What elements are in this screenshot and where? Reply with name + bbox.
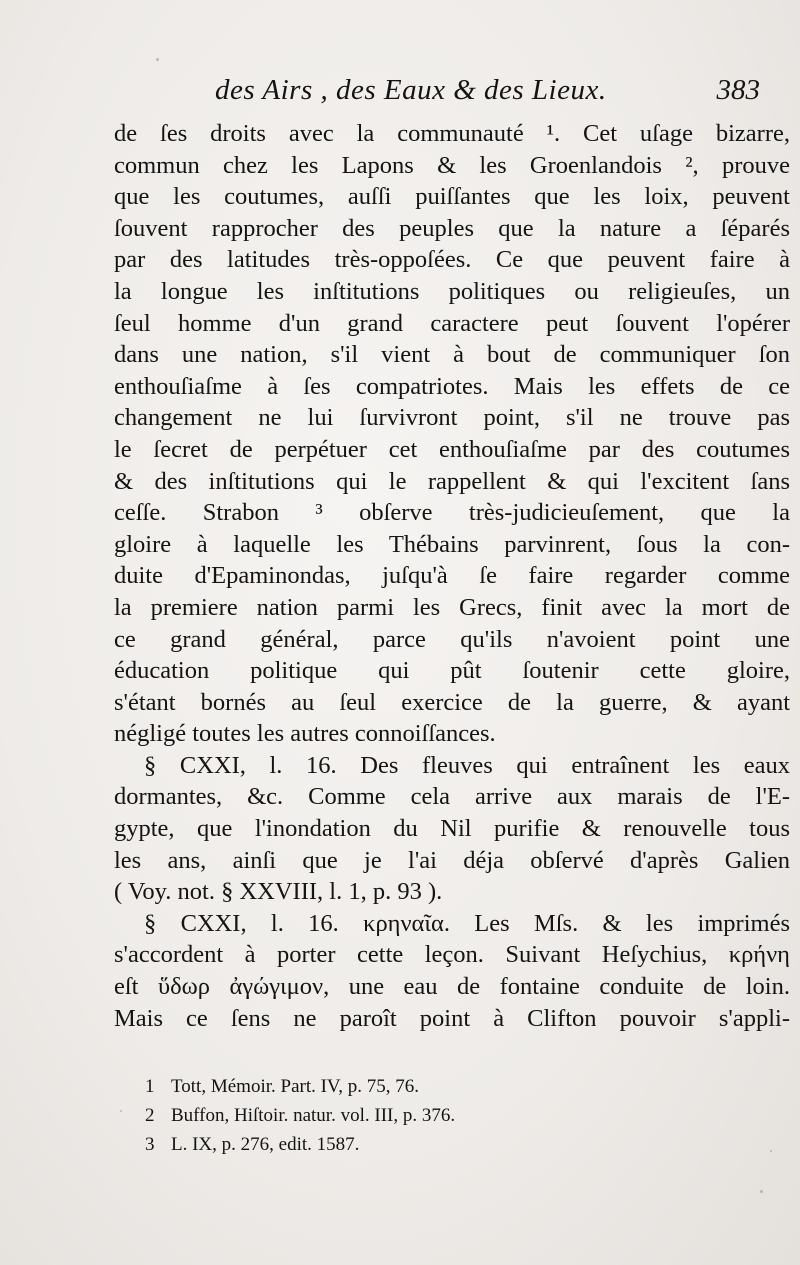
paper-speck [770, 1150, 772, 1152]
text-line: gypte, que l'inondation du Nil purifie & renouvelle tous [114, 815, 790, 843]
paragraph [114, 908, 790, 1034]
text-line: ſouvent rapprocher des peuples que la nature a ſéparés [114, 214, 790, 242]
footnote-number: 1 [145, 1076, 155, 1097]
text-line: eſt ὕδωρ ἀγώγιμον, une eau de fontaine conduite de loin. [114, 973, 790, 1001]
text-line: § CXXI, l. 16. Des fleuves qui entraînent les eaux [144, 751, 790, 779]
text-line: s'accordent à porter cette leçon. Suivant Heſychius, κρήνη [114, 941, 790, 969]
text-line: dormantes, &c. Comme cela arrive aux marais de l'E- [114, 783, 790, 811]
text-line: ( Voy. not. § XXVIII, l. 1, p. 93 ). [114, 878, 443, 906]
text-line: & des inſtitutions qui le rappellent & qui l'excitent ſans [114, 467, 790, 495]
paper-speck [156, 58, 159, 61]
paper-speck [760, 1190, 763, 1193]
footnote [145, 1130, 745, 1159]
footnote [145, 1072, 745, 1101]
text-line: Mais ce ſens ne paroît point à Clifton pouvoir s'appli- [114, 1004, 790, 1032]
paper-speck [120, 1110, 122, 1112]
footnote-number: 2 [145, 1105, 155, 1126]
text-line: le ſecret de perpétuer cet enthouſiaſme par des coutumes [114, 435, 790, 463]
text-line: commun chez les Lapons & les Groenlandois ², prouve [114, 151, 790, 179]
text-line: de ſes droits avec la communauté ¹. Cet uſage bizarre, [114, 120, 790, 147]
text-line: § CXXI, l. 16. κρηναῖα. Les Mſs. & les imprimés [144, 909, 790, 937]
footnote-number: 3 [145, 1134, 155, 1155]
running-title: des Airs , des Eaux & des Lieux. [215, 74, 607, 106]
text-line: par des latitudes très-oppoſées. Ce que peuvent faire à [114, 246, 790, 274]
text-line: duite d'Epaminondas, juſqu'à ſe faire regarder comme [114, 562, 790, 590]
text-line: s'étant bornés au ſeul exercice de la guerre, & ayant [114, 688, 790, 716]
footnotes [145, 1072, 745, 1159]
text-line: les ans, ainſi que je l'ai déja obſervé d'après Galien [114, 846, 790, 874]
page-number: 383 [716, 74, 760, 106]
text-line: que les coutumes, auſſi puiſſantes que les loix, peuvent [114, 183, 790, 211]
page-header [110, 70, 790, 114]
text-line: la longue les inſtitutions politiques ou religieuſes, un [114, 277, 790, 305]
footnote-text: Buffon, Hiſtoir. natur. vol. III, p. 376. [171, 1105, 456, 1126]
footnote [145, 1101, 745, 1130]
text-line: enthouſiaſme à ſes compatriotes. Mais les effets de ce [114, 372, 790, 400]
text-line: éducation politique qui pût ſoutenir cette gloire, [114, 657, 790, 685]
text-line: changement ne lui ſurvivront point, s'il ne trouve pas [114, 404, 790, 432]
body-text [114, 118, 790, 1034]
text-line: ſeul homme d'un grand caractere peut ſouvent l'opérer [114, 309, 790, 337]
text-line: gloire à laquelle les Thébains parvinrent, ſous la con- [114, 530, 790, 558]
text-line: dans une nation, s'il vient à bout de communiquer ſon [114, 341, 790, 369]
text-line: la premiere nation parmi les Grecs, finit avec la mort de [114, 593, 790, 621]
paragraph [114, 750, 790, 908]
footnote-text: L. IX, p. 276, edit. 1587. [171, 1134, 360, 1155]
text-line: négligé toutes les autres connoiſſances. [114, 720, 496, 748]
paragraph [114, 118, 790, 750]
footnote-text: Tott, Mémoir. Part. IV, p. 75, 76. [171, 1076, 419, 1097]
text-line: ce grand général, parce qu'ils n'avoient point une [114, 625, 790, 653]
text-line: ceſſe. Strabon ³ obſerve très-judicieuſement, que la [114, 499, 790, 527]
